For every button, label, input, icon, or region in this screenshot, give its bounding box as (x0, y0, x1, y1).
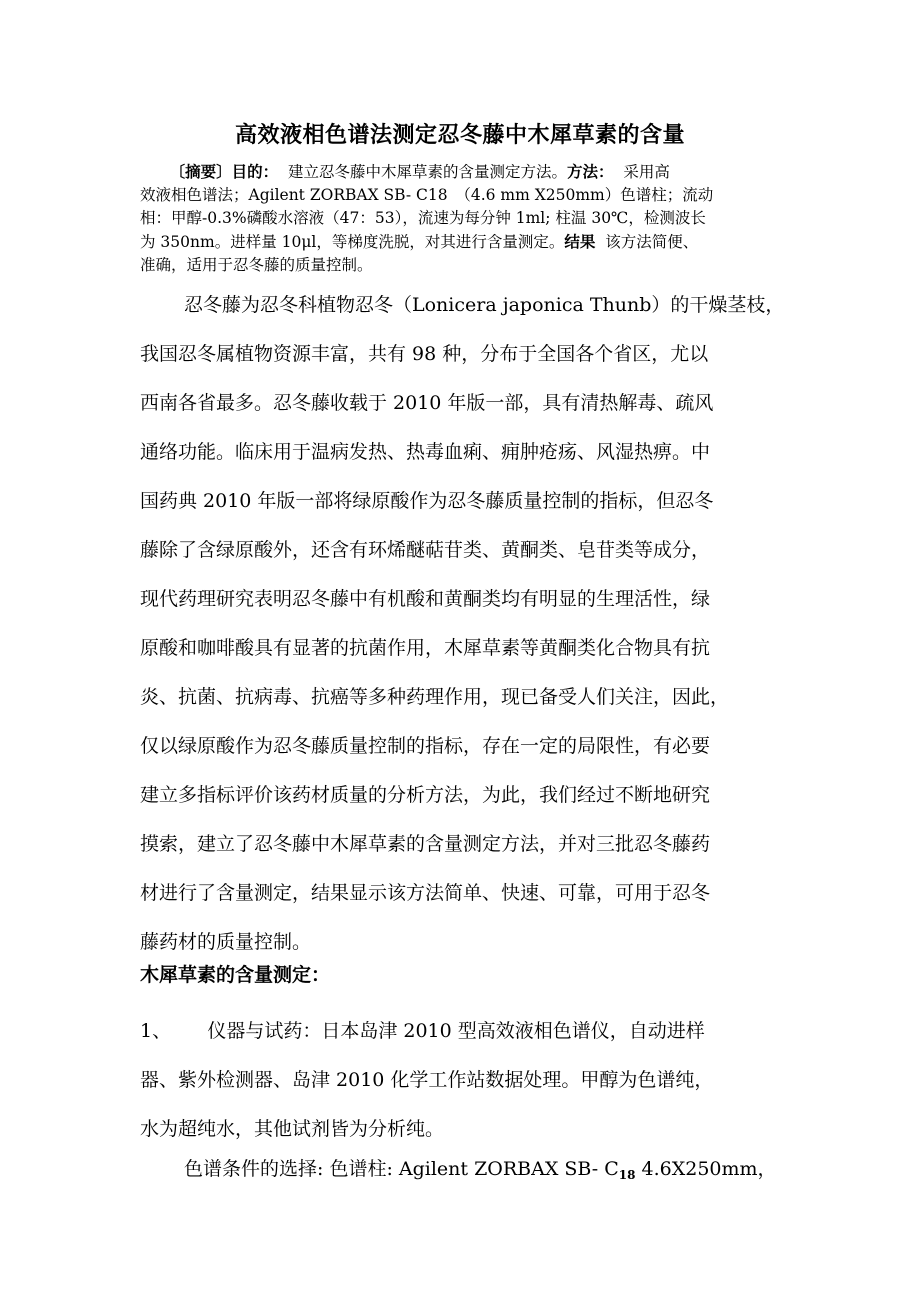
body-line: 炎、抗菌、抗病毒、抗癌等多种药理作用，现已备受人们关注，因此， (140, 686, 730, 708)
item-number: 1、 (140, 1020, 172, 1042)
body-line: 现代药理研究表明忍冬藤中有机酸和黄酮类均有明显的生理活性，绿 (140, 588, 711, 610)
abstract-line-1 (140, 160, 780, 184)
abstract-line-5: 准确，适用于忍冬藤的质量控制。 (140, 256, 373, 274)
body-line: 西南各省最多。忍冬藤收载于 2010 年版一部，具有清热解毒、疏风 (140, 392, 714, 414)
body-line: 通络功能。临床用于温病发热、热毒血痢、痈肿疮疡、风湿热痹。中 (140, 441, 711, 463)
abstract-objective: 建立忍冬藤中木犀草素的含量测定方法。 (287, 163, 567, 181)
body-line: 忍冬藤为忍冬科植物忍冬（Lonicera japonica Thunb）的干燥茎枝， (184, 294, 785, 316)
abstract-line-3: 相：甲醇-0.3%磷酸水溶液（47：53），流速为每分钟 1ml; 柱温 30℃，检测波长 (140, 209, 706, 227)
abstract-method-label: 方法： (566, 162, 614, 181)
item-1-line-2: 器、紫外检测器、岛津 2010 化学工作站数据处理。甲醇为色谱纯， (140, 1069, 714, 1091)
section-heading: 木犀草素的含量测定： (140, 964, 331, 986)
abstract (140, 160, 780, 277)
abstract-line-4 (140, 230, 780, 254)
item-1-line-3: 水为超纯水，其他试剂皆为分析纯。 (140, 1118, 445, 1140)
abstract-result-start: 该方法简便、 (605, 233, 699, 251)
body-line: 我国忍冬属植物资源丰富，共有 98 种，分布于全国各个省区，尤以 (140, 343, 709, 365)
conditions-prefix: 色谱条件的选择: 色谱柱: Agilent ZORBAX SB- C (184, 1158, 619, 1180)
introduction-paragraph (140, 281, 785, 967)
item-1-text: 仪器与试药：日本岛津 2010 型高效液相色谱仪，自动进样 (207, 1020, 705, 1042)
conditions-subscript: 18 (618, 1168, 636, 1182)
chromatographic-conditions (184, 1154, 777, 1182)
body-line: 仅以绿原酸作为忍冬藤质量控制的指标，存在一定的局限性，有必要 (140, 735, 711, 757)
conditions-suffix: 4.6X250mm， (635, 1158, 777, 1180)
body-line: 摸索，建立了忍冬藤中木犀草素的含量测定方法，并对三批忍冬藤药 (140, 833, 711, 855)
abstract-result-label: 结果 (564, 232, 596, 251)
body-line: 原酸和咖啡酸具有显著的抗菌作用，木犀草素等黄酮类化合物具有抗 (140, 637, 711, 659)
item-1-line-1 (140, 1007, 713, 1056)
abstract-method-start: 采用高 (623, 163, 670, 181)
body-line: 藤除了含绿原酸外，还含有环烯醚萜苷类、黄酮类、皂苷类等成分， (140, 539, 711, 561)
abstract-label: 〔摘要〕目的： (169, 162, 279, 181)
numbered-item-1 (140, 1007, 713, 1154)
body-line: 建立多指标评价该药材质量的分析方法，为此，我们经过不断地研究 (140, 784, 711, 806)
paper-title: 高效液相色谱法测定忍冬藤中木犀草素的含量 (234, 122, 685, 148)
body-line: 材进行了含量测定，结果显示该方法简单、快速、可靠，可用于忍冬 (140, 882, 711, 904)
abstract-line-2: 效液相色谱法；Agilent ZORBAX SB- C18 （4.6 mm X250mm）色谱柱；流动 (140, 186, 714, 204)
body-line: 国药典 2010 年版一部将绿原酸作为忍冬藤质量控制的指标，但忍冬 (140, 490, 714, 512)
body-line: 藤药材的质量控制。 (140, 931, 312, 953)
abstract-method-end: 为 350nm。进样量 10μl，等梯度洗脱，对其进行含量测定。 (140, 233, 565, 251)
